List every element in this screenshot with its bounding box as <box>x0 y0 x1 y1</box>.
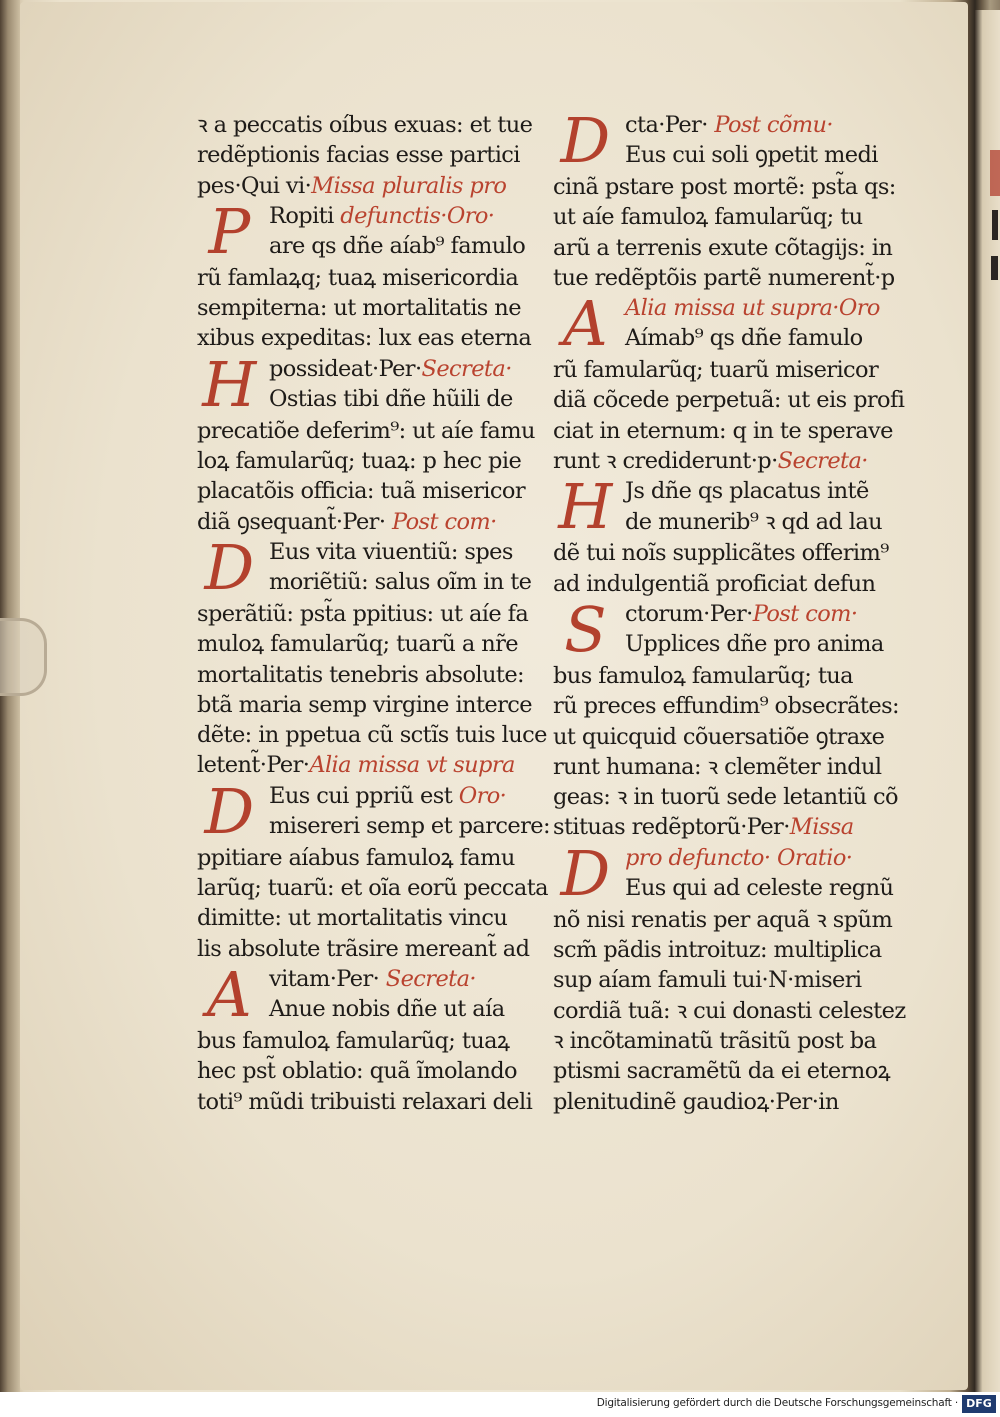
decorated-initial: D <box>204 780 254 843</box>
rubric-text: Alia missa vt supra <box>309 752 515 779</box>
text-line <box>197 720 557 750</box>
decorated-initial: S <box>564 598 606 661</box>
decorated-initial: P <box>208 200 250 263</box>
text-line <box>197 110 557 140</box>
initial-block <box>197 781 557 843</box>
text-run: Eus cui soli ꝯpetit medi <box>625 142 878 169</box>
text-run: nõ nisi renatis per aquã ꝛ spũm <box>553 906 893 933</box>
text-run: arũ a terrenis exute cõtagijs: in <box>553 234 893 261</box>
text-run: cordiã tuã: ꝛ cui donasti celestez <box>553 997 906 1024</box>
text-line <box>553 812 913 842</box>
rubric-text: Post com· <box>752 600 858 627</box>
text-line <box>553 1087 913 1117</box>
text-run: Eus qui ad celeste regnũ <box>625 875 894 902</box>
text-line <box>553 661 913 691</box>
initial-block <box>197 537 557 599</box>
initial-block <box>553 599 913 661</box>
text-run: dẽ tui noĩs supplicãtes offerim⁹ <box>553 540 889 567</box>
rubric-text: Oro· <box>458 782 507 809</box>
text-run: ctorum·Per· <box>625 600 753 627</box>
text-run: ppitiare aíabus famuloꝝ famu <box>197 844 515 871</box>
text-run: runt ꝛ crediderunt·p· <box>553 448 778 475</box>
rubric-text: Post cõmu· <box>714 112 833 138</box>
text-line <box>553 416 913 446</box>
text-run: btã maria semp virgine interce <box>197 691 532 718</box>
text-run: sperãtiũ: pst̃a ppitius: ut aíe fa <box>197 600 529 627</box>
text-run: diã ꝯsequant̃·Per· <box>197 508 392 535</box>
decorated-initial: D <box>560 110 610 172</box>
initial-block <box>197 964 557 1026</box>
digitization-footer <box>0 1392 1000 1417</box>
text-line <box>197 629 557 659</box>
text-run: larũq; tuarũ: et oĩa eorũ peccata <box>197 875 548 902</box>
text-line <box>553 752 913 782</box>
text-run: scm̃ pãdis introituz: multiplica <box>553 937 882 964</box>
text-line <box>197 416 557 446</box>
text-run: ꝛ a peccatis oíbus exuas: et tue <box>197 112 533 138</box>
text-line <box>553 996 913 1026</box>
text-line <box>197 171 557 201</box>
text-run: loꝝ famularũq; tuaꝝ: p hec pie <box>197 448 522 475</box>
text-run: tue redẽptõis partẽ numerent̃·p <box>553 264 895 291</box>
text-run: hec pst̃ oblatio: quã ĩmolando <box>197 1058 517 1085</box>
text-run: rũ preces effundim⁹ obsecrãtes: <box>553 693 900 720</box>
initial-block <box>553 843 913 905</box>
text-line <box>197 1087 557 1117</box>
text-run: de munerib⁹ ꝛ qd ad lau <box>625 508 883 535</box>
text-line <box>197 446 557 476</box>
text-run: possideat·Per· <box>269 355 422 382</box>
text-run: redẽptionis facias esse partici <box>197 142 520 169</box>
page-clip-holder <box>0 618 47 696</box>
facing-page-red-initial <box>990 150 1000 196</box>
text-run: ut quicquid cõuersatiõe ꝯtraxe <box>553 723 885 750</box>
text-run: geas: ꝛ in tuorũ sede letantiũ cõ <box>553 784 898 811</box>
book-spine-edge <box>0 0 20 1392</box>
text-line <box>553 722 913 752</box>
text-line <box>553 446 913 476</box>
rubric-text: Alia missa ut supra·Oro <box>625 295 880 322</box>
text-line <box>197 750 557 780</box>
text-run: plenitudinẽ gaudioꝝ·Per·in <box>553 1088 839 1115</box>
text-line <box>553 385 913 415</box>
text-line <box>197 843 557 873</box>
decorated-initial: H <box>558 476 612 539</box>
text-line <box>553 1026 913 1056</box>
text-line <box>197 934 557 964</box>
text-line <box>197 507 557 537</box>
text-run: letent̃·Per· <box>197 752 310 779</box>
text-run: ciat in eternum: q in te sperave <box>553 417 893 444</box>
text-run: rũ famularũq; tuarũ misericor <box>553 357 879 384</box>
rubric-text: Post com· <box>391 508 497 535</box>
text-run: xibus expeditas: lux eas eterna <box>197 325 532 352</box>
initial-block <box>553 110 913 172</box>
text-run: bus famuloꝝ famularũq; tuaꝝ <box>197 1027 510 1054</box>
text-run: Eus vita viuentiũ: spes <box>269 538 513 565</box>
text-line <box>553 1056 913 1086</box>
text-run: dẽte: in ppetua cũ sctĩs tuis luce <box>197 722 547 749</box>
rubric-text: defunctis·Oro· <box>340 202 495 229</box>
decorated-initial: D <box>204 536 254 599</box>
text-line <box>197 323 557 353</box>
text-run: runt humana: ꝛ clemẽter indul <box>553 753 882 780</box>
text-line <box>197 873 557 903</box>
text-line <box>197 1056 557 1086</box>
text-line <box>553 233 913 263</box>
text-run: ꝛ incõtaminatũ trãsitũ post ba <box>553 1027 877 1054</box>
rubric-text: Secreta· <box>385 965 476 992</box>
text-line <box>197 599 557 629</box>
text-run: lis absolute trãsire mereant̃ ad <box>197 935 530 962</box>
text-run: diã cõcede perpetuã: ut eis profi <box>553 387 905 414</box>
text-line <box>553 905 913 935</box>
text-line <box>197 1026 557 1056</box>
text-run: ptismi sacramẽtũ da ei eternoꝝ <box>553 1058 891 1085</box>
text-line <box>553 782 913 812</box>
text-line <box>197 690 557 720</box>
text-run: muloꝝ famularũq; tuarũ a nr̃e <box>197 631 518 658</box>
facing-page-text-fragment <box>991 256 998 280</box>
footer-credit-text: Digitalisierung gefördert durch die Deutsche Forschungsgemeinschaft · <box>596 1397 958 1409</box>
text-line <box>553 538 913 568</box>
text-run: pes·Qui vi· <box>197 172 312 199</box>
rubric-text: pro defuncto· Oratio· <box>625 844 853 871</box>
text-run: sup aíam famuli tui·N·miseri <box>553 967 862 994</box>
initial-block <box>553 293 913 355</box>
text-run: Eus cui ppriũ est <box>269 782 459 809</box>
decorated-initial: A <box>206 963 252 1026</box>
text-run: Aímab⁹ qs dñe famulo <box>625 325 863 352</box>
text-run: Js dñe qs placatus intẽ <box>625 478 869 505</box>
text-line <box>197 660 557 690</box>
text-line <box>553 935 913 965</box>
text-run: ut aíe famuloꝝ famularũq; tu <box>553 204 863 231</box>
text-line <box>197 140 557 170</box>
text-run: placatõis officia: tuã misericor <box>197 478 526 505</box>
text-line <box>197 903 557 933</box>
facing-page-text-fragment <box>992 210 998 240</box>
text-run: Upplices dñe pro anima <box>625 631 884 658</box>
rubric-text: Missa pluralis pro <box>311 172 507 199</box>
text-run: sempiterna: ut mortalitatis ne <box>197 295 521 322</box>
text-line <box>197 293 557 323</box>
rubric-text: Missa <box>789 814 854 841</box>
text-run: Ropiti <box>269 202 341 229</box>
text-line <box>197 476 557 506</box>
text-line <box>553 691 913 721</box>
text-run: cinã pstare post mortẽ: pst̃a qs: <box>553 174 896 200</box>
text-run: mortalitatis tenebris absolute: <box>197 661 525 688</box>
text-line <box>553 355 913 385</box>
rubric-text: Secreta· <box>777 448 868 475</box>
text-run: precatiõe deferim⁹: ut aíe famu <box>197 417 535 444</box>
text-run: Ostias tibi dñe hũili de <box>269 386 513 413</box>
text-line <box>197 263 557 293</box>
left-text-column <box>197 110 557 1117</box>
text-run: Anue nobis dñe ut aía <box>269 996 505 1023</box>
text-run: vitam·Per· <box>269 965 386 992</box>
text-run: cta·Per· <box>625 112 715 138</box>
text-line <box>553 263 913 293</box>
right-text-column <box>553 110 913 1117</box>
decorated-initial: H <box>202 353 256 416</box>
text-run: misereri semp et parcere: <box>269 813 550 840</box>
text-run: bus famuloꝝ famularũq; tua <box>553 662 853 689</box>
text-run: ad indulgentiã proficiat defun <box>553 570 876 597</box>
dfg-logo: DFG <box>962 1395 996 1413</box>
text-line <box>553 172 913 202</box>
initial-block <box>197 354 557 416</box>
text-run: toti⁹ mũdi tribuisti relaxari deli <box>197 1088 533 1115</box>
decorated-initial: A <box>562 293 608 356</box>
decorated-initial: D <box>560 842 610 905</box>
text-line <box>553 965 913 995</box>
text-run: are qs dñe aíab⁹ famulo <box>269 233 526 260</box>
initial-block <box>197 201 557 263</box>
rubric-text: Secreta· <box>421 355 512 382</box>
text-line <box>553 202 913 232</box>
initial-block <box>553 476 913 538</box>
text-run: stituas redẽptorũ·Per· <box>553 814 790 841</box>
text-line <box>553 569 913 599</box>
text-run: dimitte: ut mortalitatis vincu <box>197 905 508 932</box>
text-run: moriẽtiũ: salus oĩm in te <box>269 569 532 596</box>
text-run: rũ famlaꝝq; tuaꝝ misericordia <box>197 264 519 291</box>
